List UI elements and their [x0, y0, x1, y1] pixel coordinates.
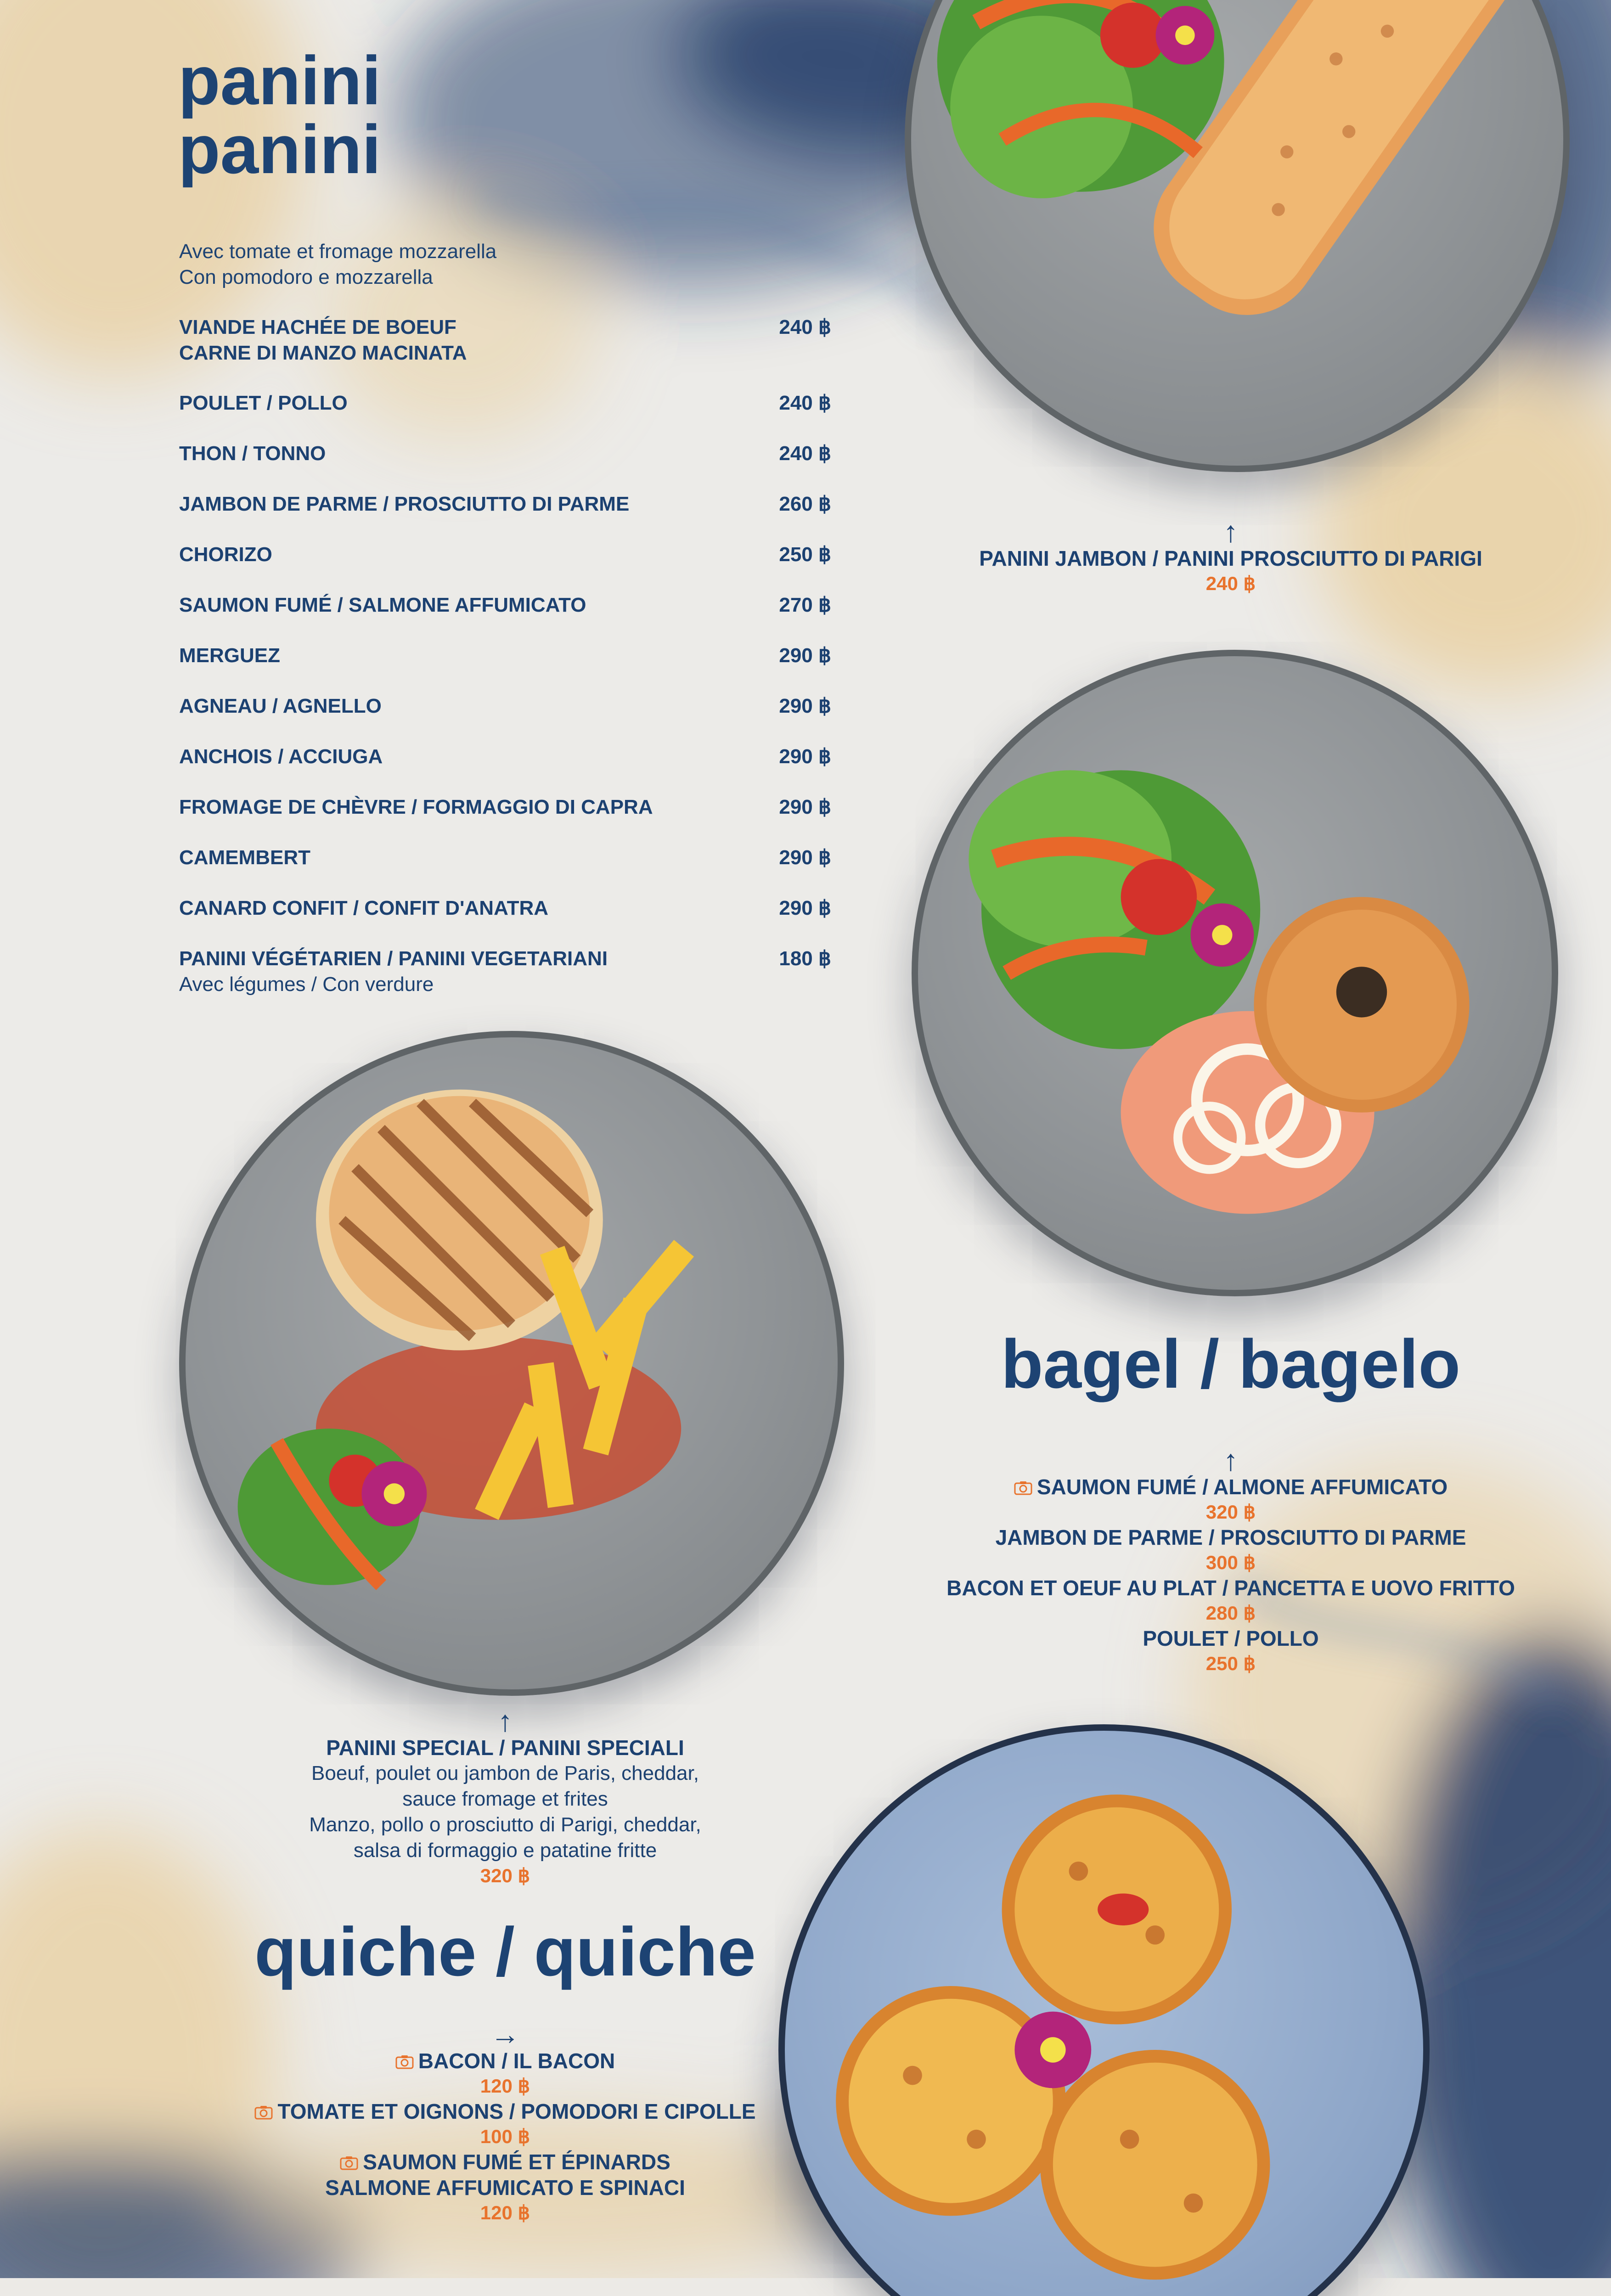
bagel-title: bagel / bagelo — [1001, 1325, 1461, 1402]
panini-item — [179, 794, 831, 820]
bagel-item-price: 300 ฿ — [1205, 1552, 1256, 1573]
bagel-item-name: POULET / POLLO — [1143, 1626, 1319, 1650]
arrow-up-icon: ↑ — [1223, 515, 1238, 548]
panini-intro-line1: Avec tomate et fromage mozzarella — [179, 240, 497, 263]
panini-item-name: MERGUEZ — [179, 644, 280, 667]
panini-special-desc: Manzo, pollo o prosciutto di Parigi, cheddar, — [309, 1813, 701, 1836]
panini-item-price: 250 ฿ — [779, 543, 831, 566]
quiche-item-name — [184, 2099, 827, 2124]
panini-item-price: 180 ฿ — [779, 947, 831, 970]
panini-jambon-price: 240 ฿ — [1205, 573, 1256, 594]
panini-item-name: CHORIZO — [179, 543, 272, 566]
panini-item-name: SAUMON FUMÉ / SALMONE AFFUMICATO — [179, 594, 586, 616]
panini-item-price: 290 ฿ — [779, 846, 831, 869]
panini-special-desc: salsa di formaggio e patatine fritte — [353, 1839, 657, 1862]
panini-special-caption — [184, 1707, 827, 1888]
quiche-item-label: SAUMON FUMÉ ET ÉPINARDS — [363, 2150, 670, 2174]
panini-item-price: 260 ฿ — [779, 493, 831, 515]
camera-icon — [1014, 1480, 1032, 1495]
panini-title-line1: panini — [178, 42, 381, 119]
panini-intro-line2: Con pomodoro e mozzarella — [179, 266, 433, 288]
panini-jambon-photo — [905, 0, 1570, 472]
panini-item-name: FROMAGE DE CHÈVRE / FORMAGGIO DI CAPRA — [179, 796, 653, 818]
bagel-item-price: 250 ฿ — [1205, 1653, 1256, 1674]
panini-item — [179, 491, 831, 517]
bagel-item-name: JAMBON DE PARME / PROSCIUTTO DI PARME — [995, 1525, 1466, 1549]
panini-item-name: POULET / POLLO — [179, 392, 348, 414]
panini-special-photo — [179, 1031, 844, 1696]
bagel-list — [909, 1446, 1552, 1676]
panini-item-name: THON / TONNO — [179, 442, 326, 465]
panini-item-price: 270 ฿ — [779, 594, 831, 616]
panini-item — [179, 845, 831, 871]
panini-item — [179, 592, 831, 618]
panini-item-price: 290 ฿ — [779, 695, 831, 717]
arrow-right-icon: → — [490, 2018, 520, 2051]
panini-item-price: 240 ฿ — [779, 442, 831, 465]
panini-item — [179, 643, 831, 669]
panini-item-description: Avec légumes / Con verdure — [179, 973, 434, 996]
panini-intro — [179, 239, 496, 290]
quiche-item-price: 120 ฿ — [480, 2075, 530, 2097]
panini-item-name-it: CARNE DI MANZO MACINATA — [179, 342, 467, 364]
camera-icon — [340, 2155, 358, 2170]
quiche-item-price: 120 ฿ — [480, 2202, 530, 2223]
panini-item-name: ANCHOIS / ACCIUGA — [179, 745, 383, 768]
camera-icon — [395, 2054, 414, 2069]
bagel-item-name — [909, 1474, 1552, 1500]
panini-item-price: 240 ฿ — [779, 392, 831, 414]
quiche-item-label: BACON / IL BACON — [418, 2049, 615, 2073]
panini-item-name: CAMEMBERT — [179, 846, 310, 869]
bagel-photo — [912, 650, 1558, 1296]
panini-special-desc: sauce fromage et frites — [402, 1788, 608, 1810]
panini-item — [179, 390, 831, 416]
panini-special-price: 320 ฿ — [480, 1865, 530, 1886]
panini-item-price: 290 ฿ — [779, 796, 831, 818]
panini-item-name: JAMBON DE PARME / PROSCIUTTO DI PARME — [179, 493, 630, 515]
quiche-list — [184, 2020, 827, 2225]
panini-item — [179, 315, 831, 366]
panini-item-price: 290 ฿ — [779, 644, 831, 667]
panini-item — [179, 693, 831, 719]
panini-item — [179, 441, 831, 467]
panini-item-price: 240 ฿ — [779, 316, 831, 338]
arrow-up-icon: ↑ — [1223, 1444, 1238, 1477]
panini-special-name: PANINI SPECIAL / PANINI SPECIALI — [326, 1736, 684, 1760]
panini-item-name: AGNEAU / AGNELLO — [179, 695, 382, 717]
bagel-item-price: 280 ฿ — [1205, 1602, 1256, 1624]
quiche-photo — [778, 1724, 1430, 2296]
panini-item — [179, 946, 831, 997]
bagel-item-name: BACON ET OEUF AU PLAT / PANCETTA E UOVO FRITTO — [946, 1576, 1515, 1600]
panini-item-price: 290 ฿ — [779, 745, 831, 768]
panini-jambon-name: PANINI JAMBON / PANINI PROSCIUTTO DI PARIGI — [979, 546, 1482, 570]
quiche-item-name — [184, 2048, 827, 2074]
bagel-item-label: SAUMON FUMÉ / ALMONE AFFUMICATO — [1036, 1475, 1448, 1499]
quiche-item-name — [184, 2149, 827, 2175]
panini-item — [179, 895, 831, 921]
camera-icon — [254, 2105, 273, 2120]
panini-item — [179, 542, 831, 568]
panini-item-price: 290 ฿ — [779, 897, 831, 919]
quiche-item-label: TOMATE ET OIGNONS / POMODORI E CIPOLLE — [277, 2099, 756, 2123]
panini-item-name: VIANDE HACHÉE DE BOEUF — [179, 316, 456, 338]
panini-jambon-caption — [909, 515, 1552, 596]
panini-item-name: PANINI VÉGÉTARIEN / PANINI VEGETARIANI — [179, 947, 608, 970]
quiche-item-name-it: SALMONE AFFUMICATO E SPINACI — [325, 2176, 685, 2200]
quiche-item-price: 100 ฿ — [480, 2126, 530, 2147]
panini-special-desc: Boeuf, poulet ou jambon de Paris, cheddar, — [311, 1762, 699, 1784]
bagel-item-price: 320 ฿ — [1205, 1501, 1256, 1523]
panini-item-name: CANARD CONFIT / CONFIT D'ANATRA — [179, 897, 549, 919]
arrow-up-icon: ↑ — [498, 1705, 513, 1738]
panini-title-line2: panini — [178, 111, 381, 188]
panini-item — [179, 744, 831, 770]
panini-title — [178, 42, 381, 188]
quiche-title: quiche / quiche — [254, 1913, 756, 1990]
